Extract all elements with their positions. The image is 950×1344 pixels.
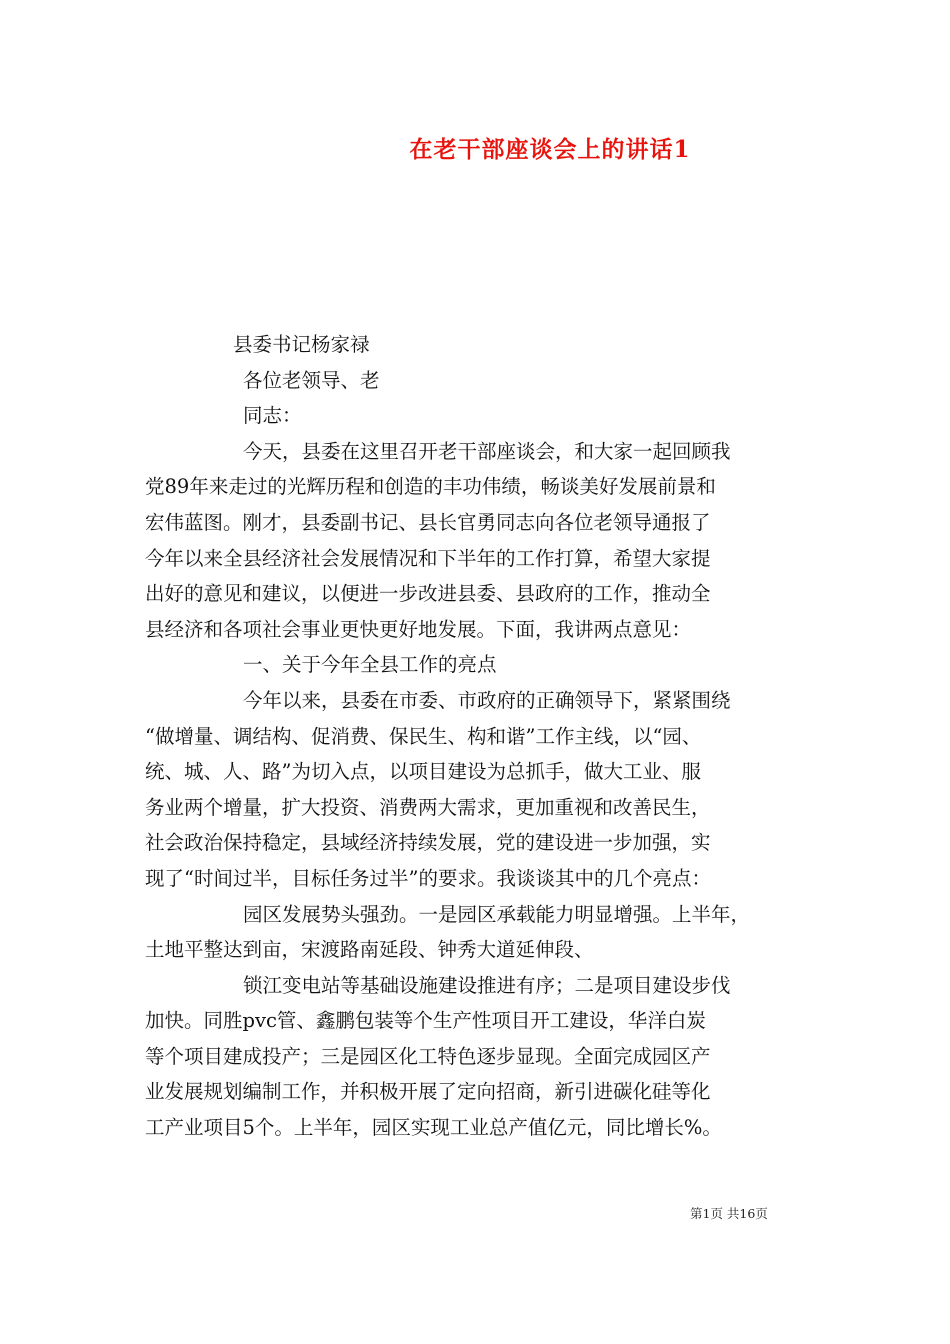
body-line: 等个项目建成投产；三是园区化工特色逐步显现。全面完成园区产 (145, 1044, 711, 1068)
body-line: 加快。同胜pvc管、鑫鹏包装等个生产性项目开工建设，华洋白炭 (145, 1009, 706, 1033)
body-line: 锁江变电站等基础设施建设推进有序；二是项目建设步伐 (243, 973, 731, 997)
body-line: 党89年来走过的光辉历程和创造的丰功伟绩，畅谈美好发展前景和 (145, 475, 716, 499)
body-line: 一、关于今年全县工作的亮点 (243, 653, 497, 677)
document-body (145, 327, 807, 1146)
body-line: 务业两个增量，扩大投资、消费两大需求，更加重视和改善民生， (145, 795, 711, 819)
page-footer: 第1页 共16页 (690, 1206, 768, 1221)
body-line: 出好的意见和建议，以便进一步改进县委、县政府的工作，推动全 (145, 582, 711, 606)
body-line: 统、城、人、路”为切入点，以项目建设为总抓手，做大工业、服 (145, 760, 701, 784)
body-line: 今天，县委在这里召开老干部座谈会，和大家一起回顾我 (243, 439, 731, 463)
body-line: 县委书记杨家禄 (233, 333, 370, 356)
body-line: 各位老领导、老 (243, 368, 380, 392)
body-line: 社会政治保持稳定，县域经济持续发展，党的建设进一步加强，实 (145, 831, 711, 855)
body-line: 土地平整达到亩，宋渡路南延段、钟秀大道延伸段、 (145, 938, 594, 962)
body-line: 今年以来，县委在市委、市政府的正确领导下，紧紧围绕 (243, 688, 731, 712)
body-line: 业发展规划编制工作，并积极开展了定向招商，新引进碳化硅等化 (145, 1080, 711, 1104)
body-line: 现了“时间过半，目标任务过半”的要求。我谈谈其中的几个亮点： (145, 866, 711, 890)
body-line: “做增量、调结构、促消费、保民生、构和谐”工作主线，以“园、 (145, 724, 702, 748)
body-line: 同志： (243, 404, 302, 428)
document-title: 在老干部座谈会上的讲话1 (409, 136, 691, 163)
body-line: 工产业项目5个。上半年，园区实现工业总产值亿元，同比增长%。 (145, 1116, 722, 1140)
body-line: 县经济和各项社会事业更快更好地发展。下面，我讲两点意见： (145, 617, 692, 641)
body-line: 园区发展势头强劲。一是园区承载能力明显增强。上半年， (243, 902, 751, 926)
body-line: 宏伟蓝图。刚才，县委副书记、县长官勇同志向各位老领导通报了 (145, 510, 711, 534)
body-line: 今年以来全县经济社会发展情况和下半年的工作打算，希望大家提 (145, 546, 711, 570)
